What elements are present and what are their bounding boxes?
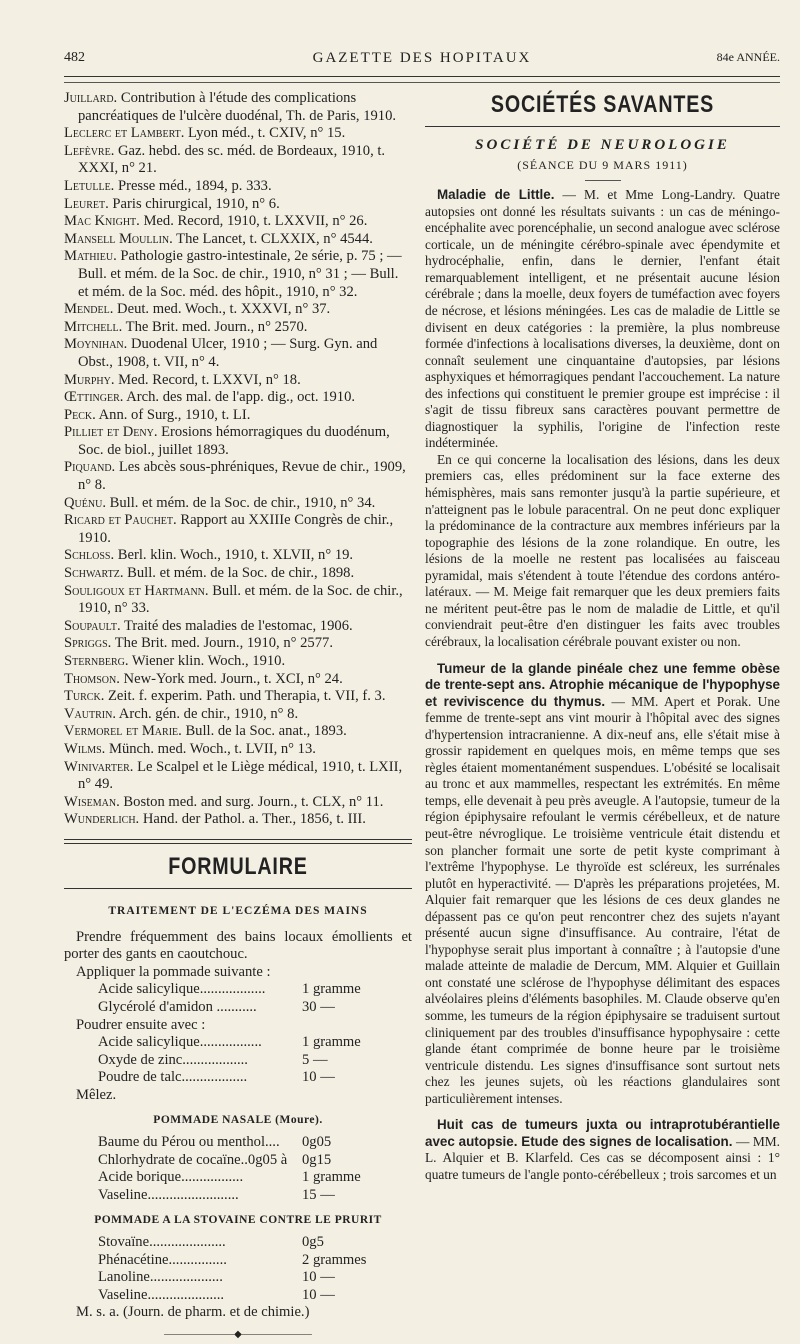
bibliography-list bbox=[64, 90, 412, 829]
entry-reference: Arch. gén. de chir., 1910, n° 8. bbox=[115, 705, 299, 722]
bibliography-entry bbox=[64, 90, 412, 125]
formulaire-intro: Prendre fréquemment des bains locaux émollients et porter des gants en caoutchouc. bbox=[64, 928, 412, 963]
bibliography-entry bbox=[64, 231, 412, 249]
page-number: 482 bbox=[64, 50, 85, 65]
entry-author: Quénu. bbox=[64, 494, 106, 511]
report-heading: Huit cas de tumeurs juxta ou intraprotubérantielle avec autopsie. Etude des signes de localisation. bbox=[425, 1117, 780, 1149]
paragraph-spacer bbox=[425, 1107, 780, 1117]
recipe-row bbox=[98, 1134, 412, 1152]
ingredient-quantity: 2 grammes bbox=[302, 1251, 367, 1268]
bibliography-entry bbox=[64, 811, 412, 829]
ingredient-name: Glycérolé d'amidon ........... bbox=[98, 998, 257, 1015]
report-body: En ce qui concerne la localisation des lésions, dans les deux premiers cas, elles prédominent sur la face externe des hémisphères, mais sans remonter jusqu'à la partie supérieure, et n'atteignent pas le lobule paracentral. On ne peut donc expliquer la prédominance de la contracture aux membres inférieurs par la topographie des lésions de la zone rolandique. En outre, les lésions de la moelle ne restent pas localisées au faisceau pyramidal, mais s'étendent à toute l'étendue des cordons antéro-latéraux. — M. Meige fait remarquer que les deux premiers faits ne méritent peut-être pas le nom de maladie de Little, et qu'il conviendrait peut-être d'en distinguer les faits avec troubles cérébraux, la localisation cérébrale pouvant exister ou non. bbox=[425, 451, 780, 649]
entry-author: Letulle. bbox=[64, 177, 115, 194]
entry-reference: Zeit. f. experim. Path. und Therapia, t. VII, f. 3. bbox=[104, 688, 386, 705]
nasale-list bbox=[64, 1134, 412, 1204]
entry-author: Mathieu. bbox=[64, 248, 117, 265]
bibliography-entry bbox=[64, 706, 412, 724]
entry-author: Mac Knight. bbox=[64, 213, 140, 230]
recipe-row bbox=[98, 1269, 412, 1287]
entry-reference: The Brit. med. Journ., 1910, n° 2577. bbox=[111, 635, 333, 652]
left-column bbox=[64, 90, 412, 1344]
bibliography-entry bbox=[64, 512, 412, 547]
stovaine-title: POMMADE A LA STOVAINE CONTRE LE PRURIT bbox=[94, 1214, 382, 1227]
bibliography-entry bbox=[64, 407, 412, 425]
ingredient-quantity: 1 gramme bbox=[302, 1169, 361, 1186]
title-rule bbox=[64, 888, 412, 889]
ingredient-name: Acide borique................. bbox=[98, 1169, 244, 1186]
entry-reference: Contribution à l'étude des complications pancréatiques de l'ulcère duodénal, Th. de Paris, 1910. bbox=[78, 90, 397, 124]
page-header bbox=[64, 50, 780, 70]
entry-reference: Boston med. and surg. Journ., t. CLX, n° 11. bbox=[119, 793, 384, 810]
bibliography-entry bbox=[64, 248, 412, 301]
entry-reference: Presse méd., 1894, p. 333. bbox=[114, 177, 272, 194]
ingredient-name: Lanoline.................... bbox=[98, 1269, 223, 1286]
entry-reference: Bull. et mém. de la Soc. de chir., 1910, n° 33. bbox=[78, 582, 403, 617]
entry-reference: Berl. klin. Woch., 1910, t. XLVII, n° 19. bbox=[114, 547, 354, 564]
entry-reference: Le Scalpel et le Liège médical, 1910, t. LXII, n° 49. bbox=[78, 758, 403, 793]
bibliography-entry bbox=[64, 301, 412, 319]
report-paragraph bbox=[425, 187, 780, 452]
report-body: — MM. Apert et Porak. Une femme de trente-sept ans vint mourir à l'hôpital avec des signes d'hypertension intracranienne. A dix-neuf ans, elle s'était mise à grossir rapidement en quelques mois, en même temps que ses règles étaient momentanément suspendues. L'obésité se localisait au tronc et aux mammelles, respectant les extrémités. En même temps, elle devenait à peu près aveugle. A l'autopsie, tumeur de la région épiphysaire refoulant le vermis cérébelleux, et de nature peut-être névroglique. Le troisième ventricule était distendu et son plancher formait une sorte de petit kyste comprimant à l'extrême l'hypophyse. Le thyroïde est scléreux, les surrénales plutôt en hyperactivité. — D'après les préparations projetées, M. Alquier fait remarquer que les lésions de ces deux glandes ne dépassent pas ce qu'on peut rencontrer chez des sujets n'ayant présenté aucun signe d'insuffisance. Au contraire, l'état de l'hypophyse serait plus important à connaître ; à l'autopsie d'une malade atteinte de maladie de Dercum, MM. Alquier et Guillain ont constaté une sclérose de l'hypophyse délimitant des espaces alvéolaires pleins d'éléments basophiles. M. Claude observe qu'en somme, les tumeurs de la région épiphysaire se traduisent surtout cliniquement par des troubles d'insuffisance hypophysaire : cette glande étant comprimée de bonne heure par le troisième ventricule distendu. Les signes d'insuffisance sont surtout nets chez les jeunes sujets, où les réactions glandulaires sont particulièrement intenses. bbox=[425, 693, 780, 1106]
entry-reference: The Lancet, t. CLXXIX, n° 4544. bbox=[172, 230, 373, 247]
bibliography-entry bbox=[64, 653, 412, 671]
entry-author: Murphy. bbox=[64, 371, 115, 388]
recipe-row bbox=[98, 1169, 412, 1187]
entry-reference: Duodenal Ulcer, 1910 ; — Surg. Gyn. and Obst., 1908, t. VII, n° 4. bbox=[78, 336, 378, 370]
report-body: — MM. L. Alquier et B. Klarfeld. Ces cas se décomposent ainsi : 1° quatre tumeurs de l'angle ponto-cérébelleux ; trois sarcomes et un bbox=[425, 1133, 780, 1182]
entry-reference: Bull. et mém. de la Soc. de chir., 1910, n° 34. bbox=[105, 494, 376, 511]
ingredient-name: Vaseline..................... bbox=[98, 1286, 225, 1303]
ingredient-name: Baume du Pérou ou menthol.... bbox=[98, 1134, 280, 1151]
entry-author: Peck. bbox=[64, 406, 96, 423]
ingredient-quantity: 0g15 bbox=[302, 1151, 332, 1168]
apply-intro: Appliquer la pommade suivante : bbox=[76, 963, 271, 980]
recipe-row bbox=[98, 1152, 412, 1170]
end-ornament: ———————◆——————— bbox=[164, 1329, 312, 1340]
entry-author: Leclerc et Lambert. bbox=[64, 125, 185, 142]
entry-author: Schloss. bbox=[64, 547, 115, 564]
societes-title: SOCIÉTÉS SAVANTES bbox=[490, 91, 715, 118]
bibliography-entry bbox=[64, 794, 412, 812]
ingredient-quantity: 10 — bbox=[302, 1069, 335, 1086]
bibliography-entry bbox=[64, 723, 412, 741]
paragraph-spacer bbox=[425, 651, 780, 661]
bibliography-entry bbox=[64, 459, 412, 494]
entry-author: Piquand. bbox=[64, 459, 116, 476]
entry-author: Souligoux et Hartmann. bbox=[64, 582, 209, 599]
report-body: — M. et Mme Long-Landry. Quatre autopsies ont donné les résultats suivants : un cas de méningo-encéphalite avec porencéphalie, un second analogue avec sclérose corticale, un de méningite cérébro-spinale avec épendymite et hydrocéphalie, enfin, dans le dernier, l'enfant était remarquablement intelligent, et ne présentait aucune lésion cérébrale ; dans la moelle, deux foyers de tuméfaction avec foyers de nécrose, et lésions méningées. Les cas de maladie de Little se divisent en deux catégories : la première, la plus nombreuse formée d'infections à localisations diverses, la deuxième, dont on connaît seulement une cinquantaine d'autopsies, par lésions asphyxiques et hémorragiques pendant l'accouchement. La nature des infections qui constituent le premier groupe est imprécise : il s'agit de tissu fibreux sans caractères pouvant permettre de diagnostiquer la syphilis, l'origine de l'infection reste indéterminée. bbox=[425, 187, 780, 451]
entry-reference: Gaz. hebd. des sc. méd. de Bordeaux, 1910, t. XXXI, n° 21. bbox=[78, 142, 386, 177]
session-date: (SÉANCE DU 9 MARS 1911) bbox=[517, 157, 688, 172]
report-heading: Tumeur de la glande pinéale chez une femme obèse de trente-sept ans. Atrophie mécanique de l'hypophyse et reviviscence du thymus. bbox=[425, 660, 780, 709]
entry-reference: Bull. de la Soc. anat., 1893. bbox=[181, 723, 347, 740]
entry-author: Wunderlich. bbox=[64, 811, 140, 828]
bibliography-entry bbox=[64, 319, 412, 337]
bibliography-entry bbox=[64, 196, 412, 214]
entry-reference: Med. Record, t. LXXVI, n° 18. bbox=[114, 371, 301, 388]
ingredient-name: Poudre de talc.................. bbox=[98, 1069, 248, 1086]
entry-reference: Paris chirurgical, 1910, n° 6. bbox=[108, 195, 280, 212]
ingredient-quantity: 5 — bbox=[302, 1051, 328, 1068]
powder-intro: Poudrer ensuite avec : bbox=[76, 1016, 206, 1033]
bibliography-entry bbox=[64, 213, 412, 231]
entry-author: Pilliet et Deny. bbox=[64, 424, 158, 441]
entry-author: Vautrin. bbox=[64, 705, 116, 722]
entry-author: Juillard. bbox=[64, 90, 118, 106]
entry-reference: Hand. der Pathol. a. Ther., 1856, t. III. bbox=[139, 811, 366, 828]
entry-author: Wiseman. bbox=[64, 793, 120, 810]
ingredient-quantity: 0g5 bbox=[302, 1234, 324, 1251]
ingredient-name: Phénacétine................ bbox=[98, 1251, 227, 1268]
bibliography-entry bbox=[64, 759, 412, 794]
bibliography-entry bbox=[64, 618, 412, 636]
entry-reference: Münch. med. Woch., t. LVII, n° 13. bbox=[105, 740, 316, 757]
stovaine-list bbox=[64, 1234, 412, 1304]
entry-reference: Pathologie gastro-intestinale, 2e série, p. 75 ; — Bull. et mém. de la Soc. de chir., 1910, n° 31 ; — Bull. et mém. de la Soc. méd. des hôpit., 1910, n° 32. bbox=[78, 248, 402, 300]
entry-author: Schwartz. bbox=[64, 565, 124, 582]
journal-title: GAZETTE DES HOPITAUX bbox=[312, 50, 532, 66]
entry-author: Wilms. bbox=[64, 740, 106, 757]
entry-author: Spriggs. bbox=[64, 635, 112, 652]
volume-year: 84e ANNÉE. bbox=[716, 50, 780, 64]
entry-author: Mendel. bbox=[64, 301, 114, 318]
bibliography-entry bbox=[64, 178, 412, 196]
entry-author: Thomson. bbox=[64, 670, 120, 687]
report-paragraph bbox=[425, 661, 780, 1108]
entry-author: Winivarter. bbox=[64, 758, 134, 775]
entry-author: Soupault. bbox=[64, 617, 121, 634]
entry-author: Leuret. bbox=[64, 195, 109, 212]
entry-author: Mansell Moullin. bbox=[64, 230, 173, 247]
bibliography-entry bbox=[64, 372, 412, 390]
bibliography-entry bbox=[64, 565, 412, 583]
title-rule bbox=[425, 126, 780, 127]
bibliography-entry bbox=[64, 125, 412, 143]
ingredient-quantity: 15 — bbox=[302, 1186, 335, 1203]
entry-reference: Med. Record, 1910, t. LXXVII, n° 26. bbox=[139, 213, 368, 230]
ingredient-name: Stovaïne..................... bbox=[98, 1234, 226, 1251]
entry-reference: Lyon méd., t. CXIV, n° 15. bbox=[184, 125, 346, 142]
ingredient-quantity: 0g05 bbox=[302, 1134, 332, 1151]
entry-author: Sternberg. bbox=[64, 653, 129, 669]
recipe-row bbox=[98, 1069, 412, 1087]
formulaire-closing: M. s. a. (Journ. de pharm. et de chimie.) bbox=[76, 1304, 310, 1321]
entry-reference: Deut. med. Woch., t. XXXVI, n° 37. bbox=[113, 301, 331, 318]
melez-text: Mêlez. bbox=[76, 1086, 117, 1103]
bibliography-entry bbox=[64, 336, 412, 371]
entry-author: Lefèvre. bbox=[64, 142, 115, 159]
entry-reference: Traité des maladies de l'estomac, 1906. bbox=[120, 617, 353, 634]
ingredient-name: Chlorhydrate de cocaïne..0g05 à bbox=[98, 1151, 288, 1168]
ingredient-quantity: 10 — bbox=[302, 1286, 335, 1303]
header-rule bbox=[64, 76, 780, 83]
bibliography-entry bbox=[64, 583, 412, 618]
bibliography-entry bbox=[64, 741, 412, 759]
pommade-list bbox=[64, 981, 412, 1016]
ingredient-name: Vaseline......................... bbox=[98, 1186, 239, 1203]
entry-reference: New-York med. Journ., t. XCI, n° 24. bbox=[119, 670, 343, 687]
bibliography-entry bbox=[64, 495, 412, 513]
entry-author: Turck. bbox=[64, 688, 105, 705]
entry-reference: Bull. et mém. de la Soc. de chir., 1898. bbox=[123, 565, 355, 582]
nasale-title: POMMADE NASALE (Moure). bbox=[153, 1114, 323, 1127]
entry-reference: Les abcès sous-phréniques, Revue de chir., 1909, n° 8. bbox=[78, 459, 406, 494]
entry-reference: Erosions hémorragiques du duodénum, Soc. de biol., juillet 1893. bbox=[78, 424, 390, 458]
formulaire-subtitle: TRAITEMENT DE L'ECZÉMA DES MAINS bbox=[108, 904, 368, 917]
entry-author: Moynihan. bbox=[64, 336, 128, 353]
ingredient-quantity: 1 gramme bbox=[302, 981, 361, 998]
entry-reference: Arch. des mal. de l'app. dig., oct. 1910. bbox=[123, 389, 356, 406]
entry-author: Mitchell. bbox=[64, 318, 123, 335]
bibliography-entry bbox=[64, 547, 412, 565]
short-rule bbox=[585, 180, 621, 181]
recipe-row bbox=[98, 999, 412, 1017]
society-name: SOCIÉTÉ DE NEUROLOGIE bbox=[475, 137, 730, 153]
report-heading: Maladie de Little. bbox=[437, 187, 555, 203]
entry-reference: Rapport au XXIIIe Congrès de chir., 1910. bbox=[78, 512, 394, 546]
entry-reference: Ann. of Surg., 1910, t. LI. bbox=[95, 406, 251, 423]
reports bbox=[425, 187, 780, 1183]
recipe-row bbox=[98, 1234, 412, 1252]
entry-reference: The Brit. med. Journ., n° 2570. bbox=[122, 318, 308, 335]
ingredient-quantity: 10 — bbox=[302, 1269, 335, 1286]
bibliography-entry bbox=[64, 389, 412, 407]
ingredient-quantity: 30 — bbox=[302, 998, 335, 1015]
bibliography-entry bbox=[64, 143, 412, 178]
recipe-row bbox=[98, 981, 412, 999]
recipe-row bbox=[98, 1252, 412, 1270]
ingredient-quantity: 1 gramme bbox=[302, 1034, 361, 1051]
report-paragraph bbox=[425, 1117, 780, 1183]
recipe-row bbox=[98, 1187, 412, 1205]
right-column bbox=[425, 90, 780, 1183]
bibliography-entry bbox=[64, 671, 412, 689]
bibliography-entry bbox=[64, 424, 412, 459]
entry-author: Ricard et Pauchet. bbox=[64, 512, 177, 529]
section-divider bbox=[64, 839, 412, 844]
entry-author: Vermorel et Marie. bbox=[64, 723, 182, 740]
bibliography-entry bbox=[64, 688, 412, 706]
entry-author: Œttinger. bbox=[64, 389, 124, 406]
ingredient-name: Oxyde de zinc.................. bbox=[98, 1051, 248, 1068]
ingredient-name: Acide salicylique................. bbox=[98, 1034, 262, 1051]
recipe-row bbox=[98, 1287, 412, 1305]
bibliography-entry bbox=[64, 635, 412, 653]
report-paragraph bbox=[425, 452, 780, 651]
recipe-row bbox=[98, 1034, 412, 1052]
formulaire-title: FORMULAIRE bbox=[168, 852, 308, 880]
ingredient-name: Acide salicylique.................. bbox=[98, 981, 266, 998]
recipe-row bbox=[98, 1052, 412, 1070]
poudre-list bbox=[64, 1034, 412, 1087]
entry-reference: Wiener klin. Woch., 1910. bbox=[128, 653, 286, 669]
